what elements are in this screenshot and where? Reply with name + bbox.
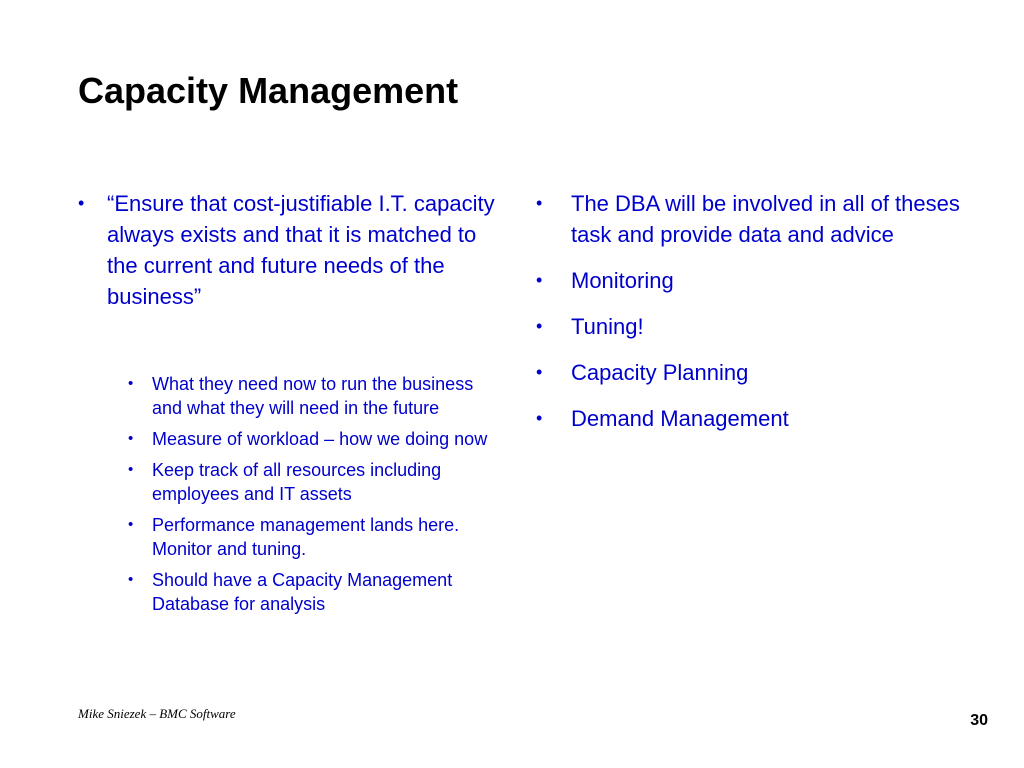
left-main-bullet-text: “Ensure that cost-justifiable I.T. capacity always exists and that it is matched to the current and future needs of the business”: [107, 191, 495, 309]
right-bullet-text: Monitoring: [571, 268, 674, 293]
bullet-icon: •: [128, 375, 134, 392]
right-bullet-text: Tuning!: [571, 314, 644, 339]
sub-bullet-text: Should have a Capacity Management Database for analysis: [152, 570, 453, 614]
right-bullet-text: Capacity Planning: [571, 360, 749, 385]
bullet-icon: •: [536, 316, 543, 336]
bullet-icon: •: [536, 362, 543, 382]
right-bullet: [536, 311, 966, 342]
bullet-icon: •: [536, 270, 543, 290]
sub-bullet-text: What they need now to run the business and what they will need in the future: [152, 374, 474, 418]
right-bullet: [536, 265, 966, 296]
sub-bullet: [128, 372, 508, 420]
right-bullet: [536, 357, 966, 388]
bullet-icon: •: [536, 408, 543, 428]
right-column: [536, 188, 966, 449]
sub-bullet: [128, 513, 508, 561]
sub-bullet-text: Keep track of all resources including employees and IT assets: [152, 460, 442, 504]
left-sub-list: [128, 372, 508, 616]
right-bullet: [536, 403, 966, 434]
bullet-icon: •: [128, 461, 134, 478]
bullet-icon: •: [128, 430, 134, 447]
right-bullet-text: The DBA will be involved in all of theses task and provide data and advice: [571, 191, 960, 247]
sub-bullet: [128, 427, 508, 451]
bullet-icon: •: [536, 193, 543, 213]
slide-title: Capacity Management: [78, 70, 459, 111]
bullet-icon: •: [128, 571, 134, 588]
left-main-list: [78, 188, 508, 312]
sub-bullet-text: Measure of workload – how we doing now: [152, 429, 488, 449]
page-number: 30: [970, 712, 988, 729]
right-list: [536, 188, 966, 434]
right-bullet: [536, 188, 966, 250]
right-bullet-text: Demand Management: [571, 406, 789, 431]
left-column: [78, 188, 508, 623]
sub-bullet: [128, 568, 508, 616]
left-main-bullet: [78, 188, 508, 312]
footer-author: Mike Sniezek – BMC Software: [78, 706, 236, 721]
bullet-icon: •: [128, 516, 134, 533]
bullet-icon: •: [78, 193, 85, 213]
sub-bullet: [128, 458, 508, 506]
sub-bullet-text: Performance management lands here. Monitor and tuning.: [152, 515, 460, 559]
